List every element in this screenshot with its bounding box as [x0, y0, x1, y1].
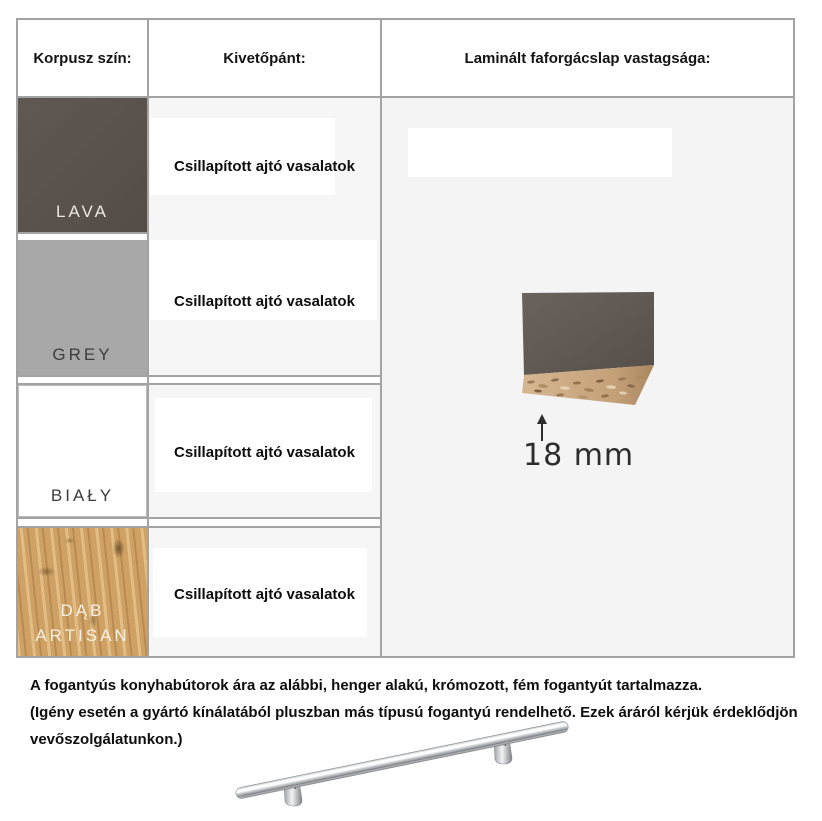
swatch-label: GREY — [52, 345, 113, 364]
swatch-label: LAVA — [56, 202, 109, 221]
handle-image — [228, 718, 580, 810]
hinge-text: Csillapított ajtó vasalatok — [174, 586, 355, 603]
swatch-label: BIAŁY — [50, 486, 115, 505]
footer-line-1: A fogantyús konyhabútorok ára az alábbi, henger alakú, krómozott, fém fogantyút tartalmazza. — [30, 677, 703, 694]
spec-table — [16, 18, 795, 658]
table-border-line — [147, 20, 149, 656]
header-kivetopant — [149, 20, 380, 96]
footer-line-2: (Igény esetén a gyártó kínálatából pluszban más típusú fogantyú rendelhető. Ezek áráról kérjük érdeklődjön vevőszolgálatunkon.) — [30, 704, 798, 748]
table-border-line — [18, 96, 793, 98]
chipboard-image — [505, 287, 665, 409]
hinge-text: Csillapított ajtó vasalatok — [174, 293, 355, 310]
hinge-text: Csillapított ajtó vasalatok — [174, 444, 355, 461]
header-label: Korpusz szín: — [33, 49, 132, 67]
white-patch — [150, 118, 335, 195]
swatch-bialy — [18, 385, 147, 517]
header-label: Kivetőpánt: — [223, 49, 306, 67]
hinge-text: Csillapított ajtó vasalatok — [174, 158, 355, 175]
handle-bar — [235, 721, 569, 800]
row-gap — [18, 519, 380, 526]
row-gap — [18, 234, 147, 240]
table-border-line — [18, 383, 380, 385]
swatch-dab-artisan — [18, 528, 147, 656]
table-border-line — [18, 526, 380, 528]
swatch-lava — [18, 98, 147, 232]
table-border-line — [380, 20, 382, 656]
swatch-label: DĄB ARTISAN — [35, 601, 130, 645]
header-label: Laminált faforgácslap vastagsága: — [464, 49, 711, 67]
white-patch — [408, 128, 672, 177]
swatch-grey — [18, 240, 147, 375]
header-vastagsag — [382, 20, 793, 96]
header-korpusz-szin — [18, 20, 147, 96]
thickness-value: 18 mm — [523, 438, 635, 473]
